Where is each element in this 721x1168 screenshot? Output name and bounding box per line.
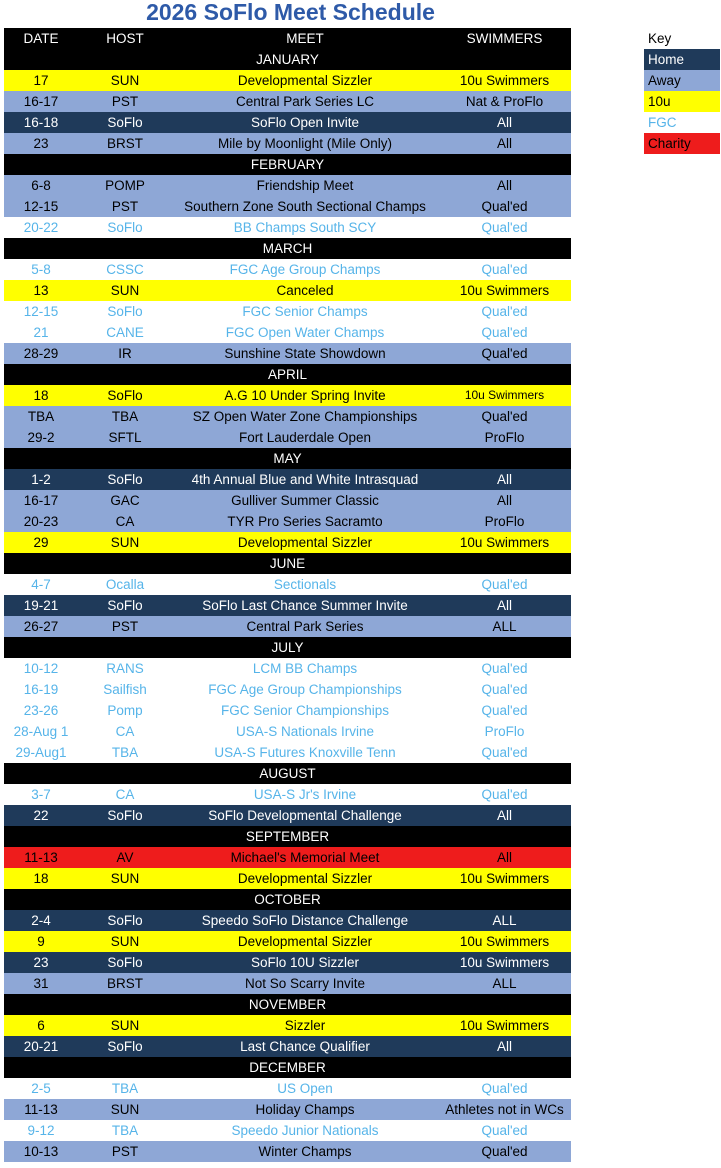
meet-date: 28-29: [23, 346, 59, 361]
meet-host: PST: [111, 1144, 139, 1159]
meet-host: SUN: [110, 934, 140, 949]
meet-name: FGC Open Water Champs: [225, 325, 385, 340]
table-row: [4, 217, 571, 238]
table-row: [4, 280, 571, 301]
meet-host: SUN: [110, 1102, 140, 1117]
meet-host: PST: [111, 619, 139, 634]
table-row: [4, 133, 571, 154]
page-title: 2026 SoFlo Meet Schedule: [146, 0, 435, 25]
column-header-swimmers: SWIMMERS: [466, 31, 543, 46]
month-header-row: [4, 763, 571, 784]
meet-date: 16-17: [23, 94, 59, 109]
table-row: [4, 574, 571, 595]
meet-swimmers: ALL: [492, 913, 517, 928]
meet-swimmers: Qual'ed: [481, 325, 528, 340]
meet-name: Developmental Sizzler: [237, 871, 373, 886]
table-row: [4, 910, 571, 931]
meet-swimmers: All: [496, 493, 512, 508]
meet-date: TBA: [27, 409, 55, 424]
meet-swimmers: Qual'ed: [481, 745, 528, 760]
month-name: MAY: [273, 451, 302, 466]
meet-name: Mile by Moonlight (Mile Only): [217, 136, 393, 151]
meet-host: TBA: [111, 409, 139, 424]
meet-swimmers: ProFlo: [484, 514, 525, 529]
meet-swimmers: All: [496, 808, 512, 823]
column-header-date: DATE: [23, 31, 59, 46]
table-row: [4, 112, 571, 133]
meet-host: SoFlo: [107, 220, 143, 235]
table-row: [4, 847, 571, 868]
meet-swimmers: All: [496, 598, 512, 613]
month-name: NOVEMBER: [248, 997, 327, 1012]
table-row: [4, 196, 571, 217]
meet-name: TYR Pro Series Sacramto: [227, 514, 383, 529]
month-name: OCTOBER: [254, 892, 321, 907]
table-row: [4, 1099, 571, 1120]
meet-name: Developmental Sizzler: [237, 73, 373, 88]
meet-name: SoFlo 10U Sizzler: [250, 955, 360, 970]
meet-swimmers: All: [496, 178, 512, 193]
meet-name: SoFlo Last Chance Summer Invite: [202, 598, 408, 613]
meet-swimmers: Qual'ed: [481, 409, 528, 424]
month-name: AUGUST: [259, 766, 316, 781]
table-row: [4, 511, 571, 532]
meet-host: Sailfish: [103, 682, 147, 697]
meet-date: 29-2: [27, 430, 55, 445]
month-header-row: [4, 238, 571, 259]
meet-name: Winter Champs: [258, 1144, 352, 1159]
month-header-row: [4, 553, 571, 574]
table-row: [4, 973, 571, 994]
meet-swimmers: ProFlo: [484, 724, 525, 739]
meet-name: Holiday Champs: [255, 1102, 355, 1117]
meet-swimmers: 10u Swimmers: [459, 73, 550, 88]
table-row: [4, 70, 571, 91]
meet-host: SoFlo: [107, 304, 143, 319]
table-row: [4, 427, 571, 448]
key-item-u10: 10u: [644, 91, 720, 112]
meet-host: CA: [115, 724, 135, 739]
meet-date: 3-7: [31, 787, 51, 802]
month-header-row: [4, 637, 571, 658]
meet-date: 10-12: [23, 661, 59, 676]
month-header-row: [4, 1057, 571, 1078]
meet-host: PST: [111, 94, 139, 109]
meet-name: Southern Zone South Sectional Champs: [184, 199, 426, 214]
meet-name: FGC Senior Champs: [242, 304, 368, 319]
meet-date: 18: [33, 871, 49, 886]
month-name: DECEMBER: [249, 1060, 326, 1075]
table-row: [4, 1036, 571, 1057]
table-row: [4, 784, 571, 805]
month-header-row: [4, 889, 571, 910]
meet-host: AV: [116, 850, 134, 865]
meet-date: 23-26: [23, 703, 59, 718]
meet-swimmers: ProFlo: [484, 430, 525, 445]
month-header-row: [4, 364, 571, 385]
meet-name: Central Park Series: [246, 619, 364, 634]
key-item-away: Away: [644, 70, 720, 91]
table-row: [4, 175, 571, 196]
key-items: [644, 49, 720, 154]
table-row: [4, 406, 571, 427]
table-row: [4, 322, 571, 343]
meet-swimmers: Nat & ProFlo: [465, 94, 544, 109]
meet-name: FGC Age Group Champs: [229, 262, 381, 277]
month-header-row: [4, 154, 571, 175]
meet-date: 16-17: [23, 493, 59, 508]
meet-date: 31: [33, 976, 49, 991]
meet-host: SUN: [110, 871, 140, 886]
meet-host: Ocalla: [105, 577, 145, 592]
key-item-fgc: FGC: [644, 112, 720, 133]
meet-name: A.G 10 Under Spring Invite: [224, 388, 386, 403]
meet-swimmers: Athletes not in WCs: [445, 1102, 564, 1117]
table-row: [4, 343, 571, 364]
meet-date: 11-13: [24, 850, 58, 865]
month-header-row: [4, 49, 571, 70]
meet-swimmers: Qual'ed: [481, 787, 528, 802]
column-header-host: HOST: [106, 31, 144, 46]
table-row: [4, 385, 571, 406]
meet-swimmers: Qual'ed: [481, 1081, 528, 1096]
meet-host: IR: [118, 346, 132, 361]
meet-date: 18: [33, 388, 49, 403]
table-row: [4, 742, 571, 763]
meet-swimmers: 10u Swimmers: [459, 1018, 550, 1033]
meet-name: Friendship Meet: [256, 178, 354, 193]
table-row: [4, 1141, 571, 1162]
meet-date: 22: [33, 808, 49, 823]
table-row: [4, 532, 571, 553]
meet-host: CANE: [106, 325, 144, 340]
table-row: [4, 1120, 571, 1141]
key-item-charity: Charity: [644, 133, 720, 154]
meet-swimmers: Qual'ed: [481, 220, 528, 235]
meet-swimmers: Qual'ed: [481, 577, 528, 592]
column-header-meet: MEET: [286, 31, 324, 46]
meet-swimmers: Qual'ed: [481, 304, 528, 319]
meet-date: 1-2: [31, 472, 51, 487]
month-name: JULY: [271, 640, 304, 655]
meet-host: GAC: [110, 493, 140, 508]
table-row: [4, 700, 571, 721]
meet-name: US Open: [277, 1081, 333, 1096]
meet-name: Speedo SoFlo Distance Challenge: [201, 913, 409, 928]
meet-date: 21: [33, 325, 49, 340]
meet-date: 11-13: [24, 1102, 58, 1117]
month-name: SEPTEMBER: [245, 829, 330, 844]
meet-date: 23: [33, 955, 49, 970]
meet-name: Sectionals: [273, 577, 337, 592]
table-row: [4, 616, 571, 637]
meet-host: BRST: [106, 976, 143, 991]
meet-swimmers: All: [496, 1039, 512, 1054]
meet-date: 12-15: [23, 304, 59, 319]
meet-date: 2-5: [31, 1081, 51, 1096]
meet-host: TBA: [111, 1123, 139, 1138]
meet-date: 19-21: [23, 598, 59, 613]
meet-swimmers: Qual'ed: [481, 346, 528, 361]
meet-name: Sizzler: [284, 1018, 326, 1033]
meet-host: SoFlo: [107, 1039, 143, 1054]
meet-name: Gulliver Summer Classic: [231, 493, 379, 508]
meet-swimmers: ALL: [492, 619, 517, 634]
meet-date: 29-Aug1: [15, 745, 67, 760]
meet-host: BRST: [106, 136, 143, 151]
table-row: [4, 952, 571, 973]
meet-name: SoFlo Developmental Challenge: [208, 808, 402, 823]
meet-date: 23: [33, 136, 49, 151]
schedule-table: [4, 28, 571, 1162]
meet-swimmers: ALL: [492, 976, 517, 991]
meet-swimmers: All: [496, 115, 512, 130]
meet-date: 6-8: [31, 178, 51, 193]
meet-name: Michael's Memorial Meet: [230, 850, 380, 865]
meet-swimmers: 10u Swimmers: [459, 535, 550, 550]
meet-host: SUN: [110, 535, 140, 550]
meet-date: 4-7: [31, 577, 51, 592]
meet-host: RANS: [106, 661, 144, 676]
meet-host: SoFlo: [107, 808, 143, 823]
meet-host: SoFlo: [107, 388, 143, 403]
table-row: [4, 679, 571, 700]
meet-name: Developmental Sizzler: [237, 535, 373, 550]
meet-date: 26-27: [23, 619, 59, 634]
meet-date: 20-23: [23, 514, 59, 529]
table-row: [4, 721, 571, 742]
month-header-row: [4, 826, 571, 847]
meet-name: USA-S Jr's Irvine: [253, 787, 357, 802]
table-row: [4, 91, 571, 112]
month-name: APRIL: [267, 367, 308, 382]
meet-host: CA: [115, 514, 135, 529]
meet-host: CA: [115, 787, 135, 802]
meet-date: 6: [37, 1018, 45, 1033]
meet-swimmers: 10u Swimmers: [464, 388, 545, 402]
meet-date: 16-19: [23, 682, 59, 697]
meet-name: USA-S Futures Knoxville Tenn: [214, 745, 396, 760]
meet-swimmers: All: [496, 850, 512, 865]
table-row: [4, 595, 571, 616]
meet-host: SoFlo: [107, 598, 143, 613]
meet-name: Fort Lauderdale Open: [238, 430, 372, 445]
meet-swimmers: 10u Swimmers: [459, 955, 550, 970]
table-row: [4, 658, 571, 679]
meet-date: 17: [33, 73, 49, 88]
meet-date: 28-Aug 1: [13, 724, 69, 739]
meet-name: Canceled: [276, 283, 334, 298]
meet-host: SUN: [110, 73, 140, 88]
meet-host: TBA: [111, 1081, 139, 1096]
meet-host: CSSC: [106, 262, 144, 277]
table-row: [4, 931, 571, 952]
meet-host: SoFlo: [107, 472, 143, 487]
month-name: MARCH: [262, 241, 313, 256]
color-key: [644, 29, 720, 154]
meet-host: TBA: [111, 745, 139, 760]
meet-host: SoFlo: [107, 115, 143, 130]
meet-date: 5-8: [31, 262, 51, 277]
table-row: [4, 301, 571, 322]
meet-date: 29: [33, 535, 49, 550]
meet-name: Central Park Series LC: [235, 94, 375, 109]
meet-name: FGC Age Group Championships: [208, 682, 402, 697]
meet-name: LCM BB Champs: [252, 661, 358, 676]
meet-host: SoFlo: [107, 955, 143, 970]
key-label: Key: [648, 31, 672, 46]
meet-host: Pomp: [107, 703, 143, 718]
table-row: [4, 259, 571, 280]
table-row: [4, 469, 571, 490]
month-header-row: [4, 994, 571, 1015]
meet-name: FGC Senior Championships: [220, 703, 390, 718]
meet-name: USA-S Nationals Irvine: [235, 724, 375, 739]
meet-name: SZ Open Water Zone Championships: [192, 409, 418, 424]
meet-swimmers: 10u Swimmers: [459, 934, 550, 949]
meet-name: BB Champs South SCY: [233, 220, 377, 235]
table-body: [4, 49, 571, 1162]
meet-date: 9-12: [27, 1123, 55, 1138]
meet-swimmers: Qual'ed: [481, 1144, 528, 1159]
meet-date: 20-22: [23, 220, 59, 235]
meet-swimmers: Qual'ed: [481, 661, 528, 676]
table-row: [4, 490, 571, 511]
month-header-row: [4, 448, 571, 469]
meet-swimmers: Qual'ed: [481, 682, 528, 697]
meet-host: SUN: [110, 283, 140, 298]
meet-name: Speedo Junior Nationals: [231, 1123, 379, 1138]
meet-swimmers: Qual'ed: [481, 199, 528, 214]
meet-name: SoFlo Open Invite: [250, 115, 360, 130]
meet-swimmers: Qual'ed: [481, 1123, 528, 1138]
meet-host: POMP: [105, 178, 145, 193]
meet-date: 9: [37, 934, 45, 949]
meet-host: SUN: [110, 1018, 140, 1033]
meet-host: PST: [111, 199, 139, 214]
meet-swimmers: Qual'ed: [481, 262, 528, 277]
meet-host: SFTL: [108, 430, 142, 445]
meet-host: SoFlo: [107, 913, 143, 928]
meet-name: Not So Scarry Invite: [244, 976, 366, 991]
meet-name: Developmental Sizzler: [237, 934, 373, 949]
meet-name: Last Chance Qualifier: [240, 1039, 370, 1054]
meet-date: 12-15: [23, 199, 59, 214]
month-name: JANUARY: [256, 52, 319, 67]
meet-swimmers: Qual'ed: [481, 703, 528, 718]
table-row: [4, 1015, 571, 1036]
meet-date: 20-21: [23, 1039, 59, 1054]
meet-date: 2-4: [31, 913, 51, 928]
meet-swimmers: All: [496, 472, 512, 487]
key-item-home: Home: [644, 49, 720, 70]
table-row: [4, 805, 571, 826]
meet-swimmers: 10u Swimmers: [459, 283, 550, 298]
table-row: [4, 1078, 571, 1099]
meet-date: 10-13: [23, 1144, 59, 1159]
meet-swimmers: 10u Swimmers: [459, 871, 550, 886]
table-header-row: [4, 28, 571, 49]
month-name: JUNE: [269, 556, 306, 571]
meet-date: 16-18: [23, 115, 59, 130]
meet-swimmers: All: [496, 136, 512, 151]
month-name: FEBRUARY: [250, 157, 325, 172]
meet-date: 13: [33, 283, 49, 298]
meet-name: 4th Annual Blue and White Intrasquad: [191, 472, 419, 487]
table-row: [4, 868, 571, 889]
meet-name: Sunshine State Showdown: [224, 346, 386, 361]
